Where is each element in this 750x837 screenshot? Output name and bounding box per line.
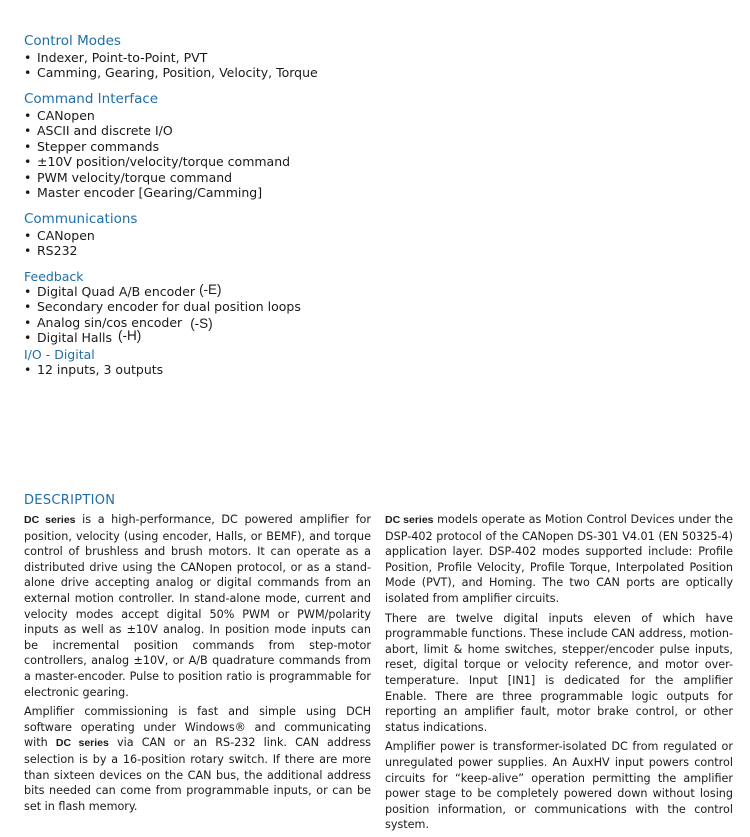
- list-item: [24, 315, 301, 330]
- communications-heading: Communications: [24, 211, 138, 227]
- description-right-column: [385, 512, 733, 837]
- description-heading: DESCRIPTION: [24, 493, 116, 508]
- list-item: • ASCII and discrete I/O: [24, 123, 290, 138]
- feedback-list: [24, 284, 301, 346]
- command-interface-heading: Command Interface: [24, 91, 159, 107]
- list-item: • PWM velocity/torque command: [24, 170, 290, 185]
- paragraph-text: models operate as Motion Control Devices under the DSP-402 protocol of the CANopen DS-301 V4.01 (EN 50325-4) application layer. DSP-402 modes supported include: Profile Position, Profile Velocity, Profile Torque, Interpolated Position Mode (PVT), and Homing. The two CAN ports are optically isolated from amplifier circuits.: [385, 513, 733, 605]
- list-item: • CANopen: [24, 228, 137, 243]
- communications-list: [24, 228, 137, 259]
- list-item: • Stepper commands: [24, 139, 290, 154]
- paragraph-text: Amplifier commissioning is fast and simple using DCH software operating under Windows® and communicating with: [24, 705, 371, 750]
- brand-name: DC series: [55, 737, 109, 750]
- feedback-item-suffix: (-H): [118, 328, 142, 344]
- list-item: • Indexer, Point-to-Point, PVT: [24, 50, 318, 65]
- list-item: • ±10V position/velocity/torque command: [24, 154, 290, 169]
- command-interface-list: [24, 108, 290, 200]
- description-paragraph: [24, 512, 371, 700]
- paragraph-text: is a high-performance, DC powered amplifier for position, velocity (using encoder, Halls, or BEMF), and torque control of brushless and brush motors. It can operate as a distributed drive using the CANopen protocol, or as a stand-alone drive accepting analog or digital commands from an external motion controller. In stand-alone mode, current and velocity modes accept digital 50% PWM or PWM/polarity inputs as well as ±10V analog. In position mode inputs can be incremental position commands from step-motor controllers, analog ±10V, or A/B quadrature commands from a master-encoder. Pulse to position ratio is programmable for electronic gearing.: [24, 513, 371, 699]
- description-paragraph: Amplifier power is transformer-isolated DC from regulated or unregulated power supplies. An AuxHV input powers control circuits for “keep-alive” operation permitting the amplifier power stage to be completely powered down without losing position information, or communications with the control system.: [385, 740, 733, 832]
- brand-name: DC series: [24, 514, 76, 526]
- feedback-item-suffix: (-E): [199, 282, 222, 297]
- description-paragraph: [385, 512, 733, 607]
- list-item: • 12 inputs, 3 outputs: [24, 362, 163, 377]
- description-paragraph: [24, 704, 371, 814]
- list-item: [24, 299, 301, 314]
- list-item: • Camming, Gearing, Position, Velocity, Torque: [24, 65, 318, 80]
- communications-section: [24, 211, 137, 259]
- feedback-heading: Feedback: [24, 269, 84, 284]
- io-digital-section: [24, 347, 163, 377]
- command-interface-section: [24, 91, 290, 200]
- description-left-column: [24, 512, 371, 818]
- feedback-item-text: Secondary encoder for dual position loops: [37, 299, 301, 315]
- paragraph-text: via CAN or an RS-232 link. CAN address selection is by a 16-position rotary switch. If there are more than sixteen devices on the CAN bus, the additional address bits needed can come from programmable inputs, or can be set in flash memory.: [24, 736, 372, 813]
- feedback-section: [24, 269, 301, 346]
- list-item: [24, 284, 301, 299]
- io-digital-list: [24, 362, 163, 377]
- feedback-item-suffix: (-S): [190, 315, 213, 331]
- brand-name: DC series: [385, 514, 434, 526]
- description-paragraph: There are twelve digital inputs eleven of which have programmable functions. These include CAN address, motion-abort, limit & home switches, stepper/encoder pulse inputs, reset, digital torque or velocity reference, and motor over-temperature. Input [IN1] is dedicated for the amplifier Enable. There are three programmable logic outputs for reporting an amplifier fault, motor brake control, or other status indications.: [385, 611, 733, 734]
- list-item: • Master encoder [Gearing/Camming]: [24, 185, 290, 200]
- io-digital-heading: I/O - Digital: [24, 347, 95, 362]
- control-modes-heading: Control Modes: [24, 33, 121, 49]
- feedback-item-text: Analog sin/cos encoder: [37, 314, 183, 330]
- list-item: • CANopen: [24, 108, 290, 123]
- feedback-item-text: Digital Halls: [37, 330, 113, 346]
- control-modes-list: [24, 50, 318, 81]
- list-item: [24, 330, 301, 345]
- control-modes-section: [24, 33, 318, 81]
- list-item: • RS232: [24, 243, 137, 258]
- feedback-item-text: Digital Quad A/B encoder: [37, 284, 196, 299]
